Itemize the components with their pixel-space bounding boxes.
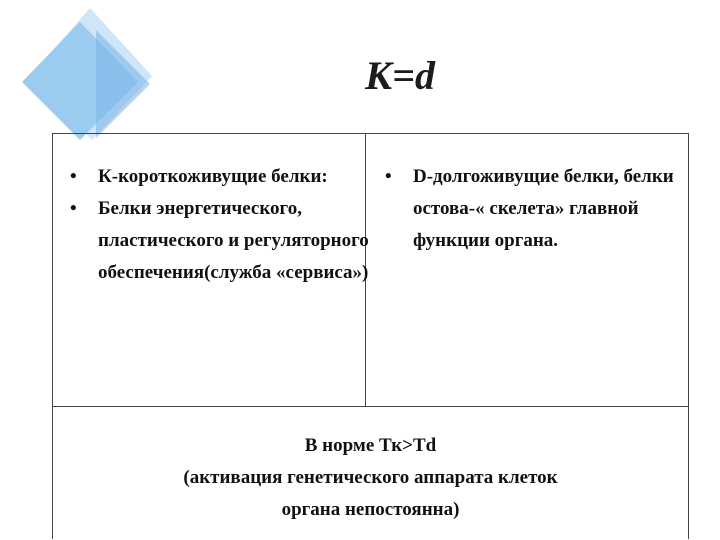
list-item <box>385 161 675 257</box>
list-item-text: Белки энергетического, пластического и регуляторного обеспечения(служба «сервиса») <box>98 198 369 283</box>
list-item-text: D-долгоживущие белки, белки остова-« скелета» главной функции органа. <box>413 166 674 251</box>
bottom-note-line: (активация генетического аппарата клеток <box>183 467 558 488</box>
bullet-icon: • <box>385 166 392 187</box>
list-item-text: К-короткоживущие белки: <box>98 166 328 187</box>
left-column-list <box>70 161 370 289</box>
bullet-icon: • <box>70 198 77 219</box>
list-item <box>70 193 370 289</box>
right-column-list <box>385 161 675 257</box>
row-divider <box>52 406 689 407</box>
slide-title: К=d <box>365 53 435 98</box>
bottom-note-line: В норме Тк>Тd <box>304 435 437 456</box>
bottom-note-line: органа непостоянна) <box>281 499 460 520</box>
bottom-note <box>52 430 689 526</box>
diamond-decoration <box>0 0 170 140</box>
bullet-icon: • <box>70 166 77 187</box>
list-item <box>70 161 370 193</box>
